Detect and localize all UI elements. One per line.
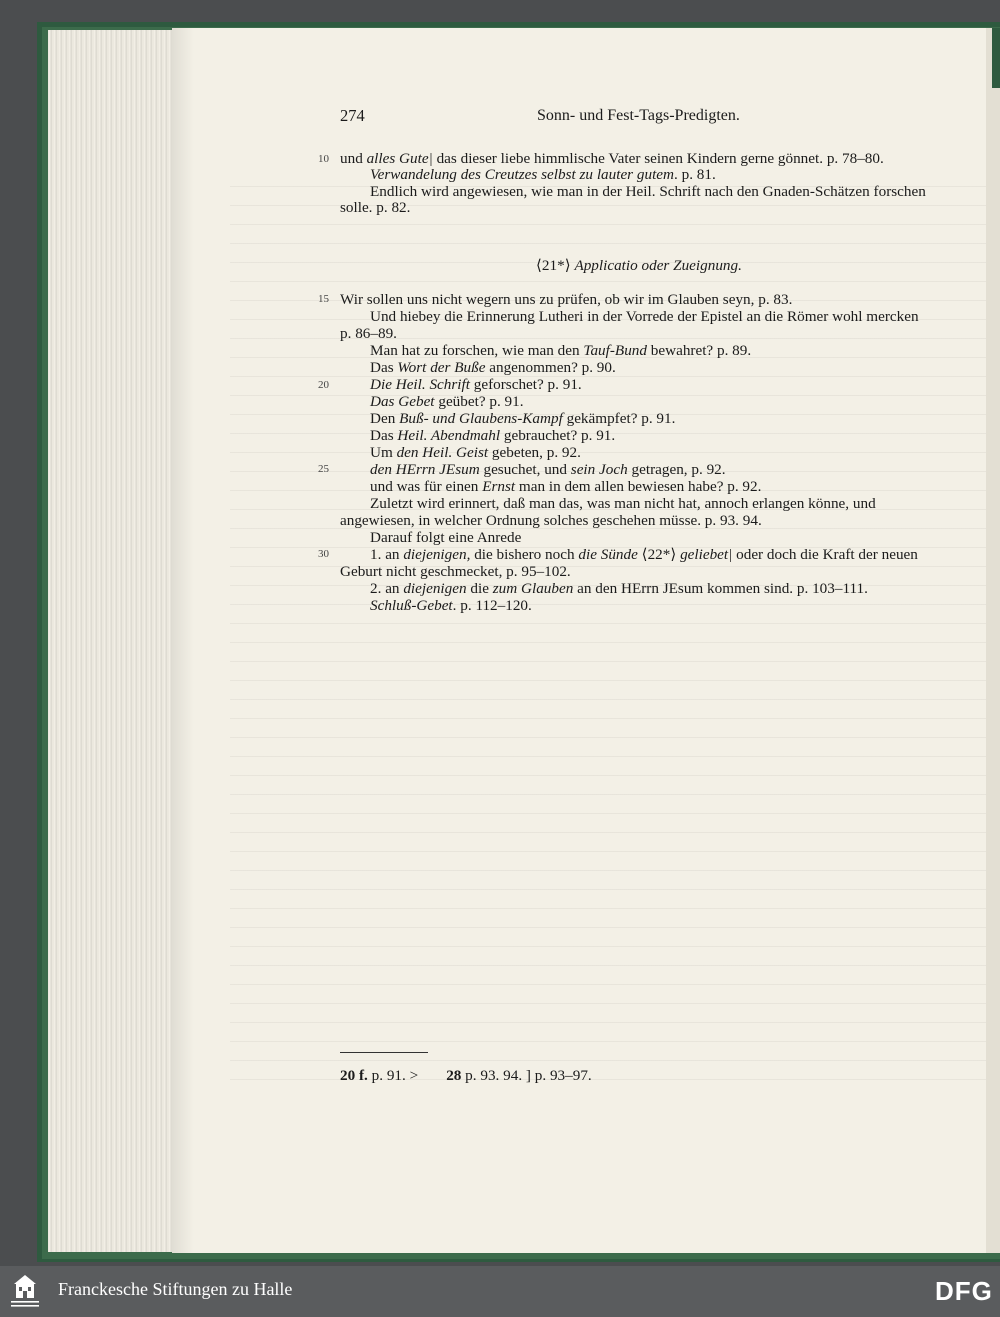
institution-name: Franckesche Stiftungen zu Halle [58,1279,293,1299]
text-line: und alles Gute| das dieser liebe himmlische Vater seinen Kindern gerne gönnet. p. 78–80. [340,150,884,167]
text-line: Um den Heil. Geist gebeten, p. 92. [370,444,581,461]
dfg-logo: DFG [935,1276,993,1306]
text-line: Schluß-Gebet. p. 112–120. [370,597,532,614]
text-line: solle. p. 82. [340,199,411,216]
institution-logo [9,1272,41,1312]
building-icon [9,1272,41,1312]
line-number: 10 [318,153,329,165]
text-line: den HErrn JEsum gesuchet, und sein Joch getragen, p. 92. [370,461,726,478]
page-number: 274 [340,106,365,125]
text-line: Darauf folgt eine Anrede [370,529,522,546]
page-stack-edges [48,30,178,1252]
text-line: 2. an diejenigen die zum Glauben an den HErrn JEsum kommen sind. p. 103–111. [370,580,868,597]
text-line: Man hat zu forschen, wie man den Tauf-Bund bewahret? p. 89. [370,342,752,359]
text-line: Verwandelung des Creutzes selbst zu lauter gutem. p. 81. [370,166,716,183]
text-line: Den Buß- und Glaubens-Kampf gekämpfet? p. 91. [370,410,676,427]
text-line: Endlich wird angewiesen, wie man in der Heil. Schrift nach den Gnaden-Schätzen forschen [370,183,926,200]
line-number: 30 [318,548,329,560]
footnote-rule [340,1052,428,1053]
text-line: Das Heil. Abendmahl gebrauchet? p. 91. [370,427,616,444]
text-line: angewiesen, in welcher Ordnung solches geschehen müsse. p. 93. 94. [340,512,762,529]
footnote: 20 f. p. 91. > 28 p. 93. 94. ] p. 93–97. [340,1067,592,1084]
text-line: Das Gebet geübet? p. 91. [370,393,524,410]
text-line: Das Wort der Buße angenommen? p. 90. [370,359,616,376]
section-heading: ⟨21*⟩ Applicatio oder Zueignung. [536,257,742,274]
line-number: 15 [318,293,329,305]
text-line: und was für einen Ernst man in dem allen bewiesen habe? p. 92. [370,478,762,495]
facing-cover-edge [992,28,1000,88]
gutter-shadow [172,28,194,1253]
facing-page-edge [986,28,1000,1253]
text-line: Die Heil. Schrift geforschet? p. 91. [370,376,582,393]
line-number: 25 [318,463,329,475]
text-line: Zuletzt wird erinnert, daß man das, was man nicht hat, annoch erlangen könne, und [370,495,876,512]
text-line: Wir sollen uns nicht wegern uns zu prüfen, ob wir im Glauben seyn, p. 83. [340,291,793,308]
text-line: Und hiebey die Erinnerung Lutheri in der Vorrede der Epistel an die Römer wohl mercken [370,308,919,325]
line-number: 20 [318,379,329,391]
running-title: Sonn- und Fest-Tags-Predigten. [537,107,740,124]
text-line: Geburt nicht geschmecket, p. 95–102. [340,563,571,580]
text-line: 1. an diejenigen, die bishero noch die Sünde ⟨22*⟩ geliebet| oder doch die Kraft der neuen [370,546,918,563]
text-line: p. 86–89. [340,325,397,342]
